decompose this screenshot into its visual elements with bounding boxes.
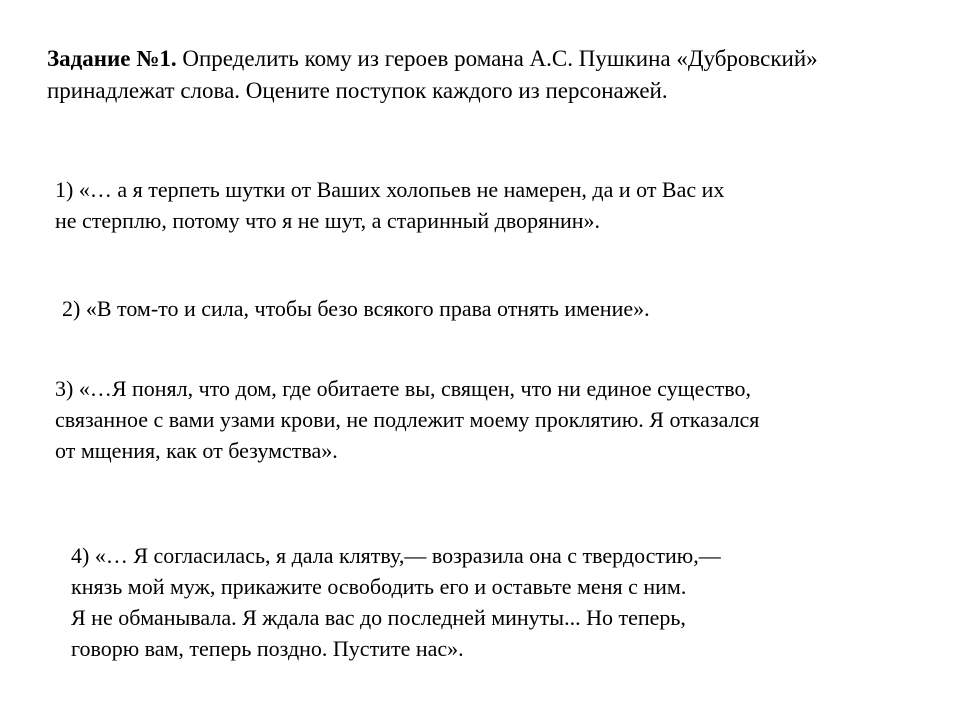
- task-instruction-part-1: Определить кому из героев романа А.С. Пушкина «Дубровский»: [176, 46, 818, 71]
- quote-3: [55, 373, 759, 466]
- task-header-line-1: [47, 43, 818, 75]
- quote-4: [71, 540, 721, 664]
- task-instruction-part-2: принадлежат слова. Оцените поступок каждого из персонажей.: [47, 78, 668, 103]
- task-label: Задание №1.: [47, 46, 177, 71]
- quote-3-line-3: от мщения, как от безумства».: [55, 438, 338, 463]
- quote-3-line-2: связанное с вами узами крови, не подлежит моему проклятию. Я отказался: [55, 407, 760, 432]
- quote-4-line-3: Я не обманывала. Я ждала вас до последней минуты... Но теперь,: [71, 605, 686, 630]
- quote-1: [55, 174, 724, 236]
- quote-1-line-2: не стерплю, потому что я не шут, а старинный дворянин».: [55, 208, 601, 233]
- quote-3-line-1: 3) «…Я понял, что дом, где обитаете вы, священ, что ни единое существо,: [55, 376, 752, 401]
- quote-4-line-4: говорю вам, теперь поздно. Пустите нас».: [71, 636, 464, 661]
- quote-4-line-2: князь мой муж, прикажите освободить его и оставьте меня с ним.: [71, 574, 687, 599]
- quote-2: [62, 293, 650, 324]
- quote-2-line-1: 2) «В том-то и сила, чтобы безо всякого права отнять имение».: [62, 296, 650, 321]
- task-header: [47, 43, 818, 107]
- quote-1-line-1: 1) «… а я терпеть шутки от Ваших холопьев не намерен, да и от Вас их: [55, 177, 725, 202]
- quote-4-line-1: 4) «… Я согласилась, я дала клятву,— возразила она с твердостию,—: [71, 543, 721, 568]
